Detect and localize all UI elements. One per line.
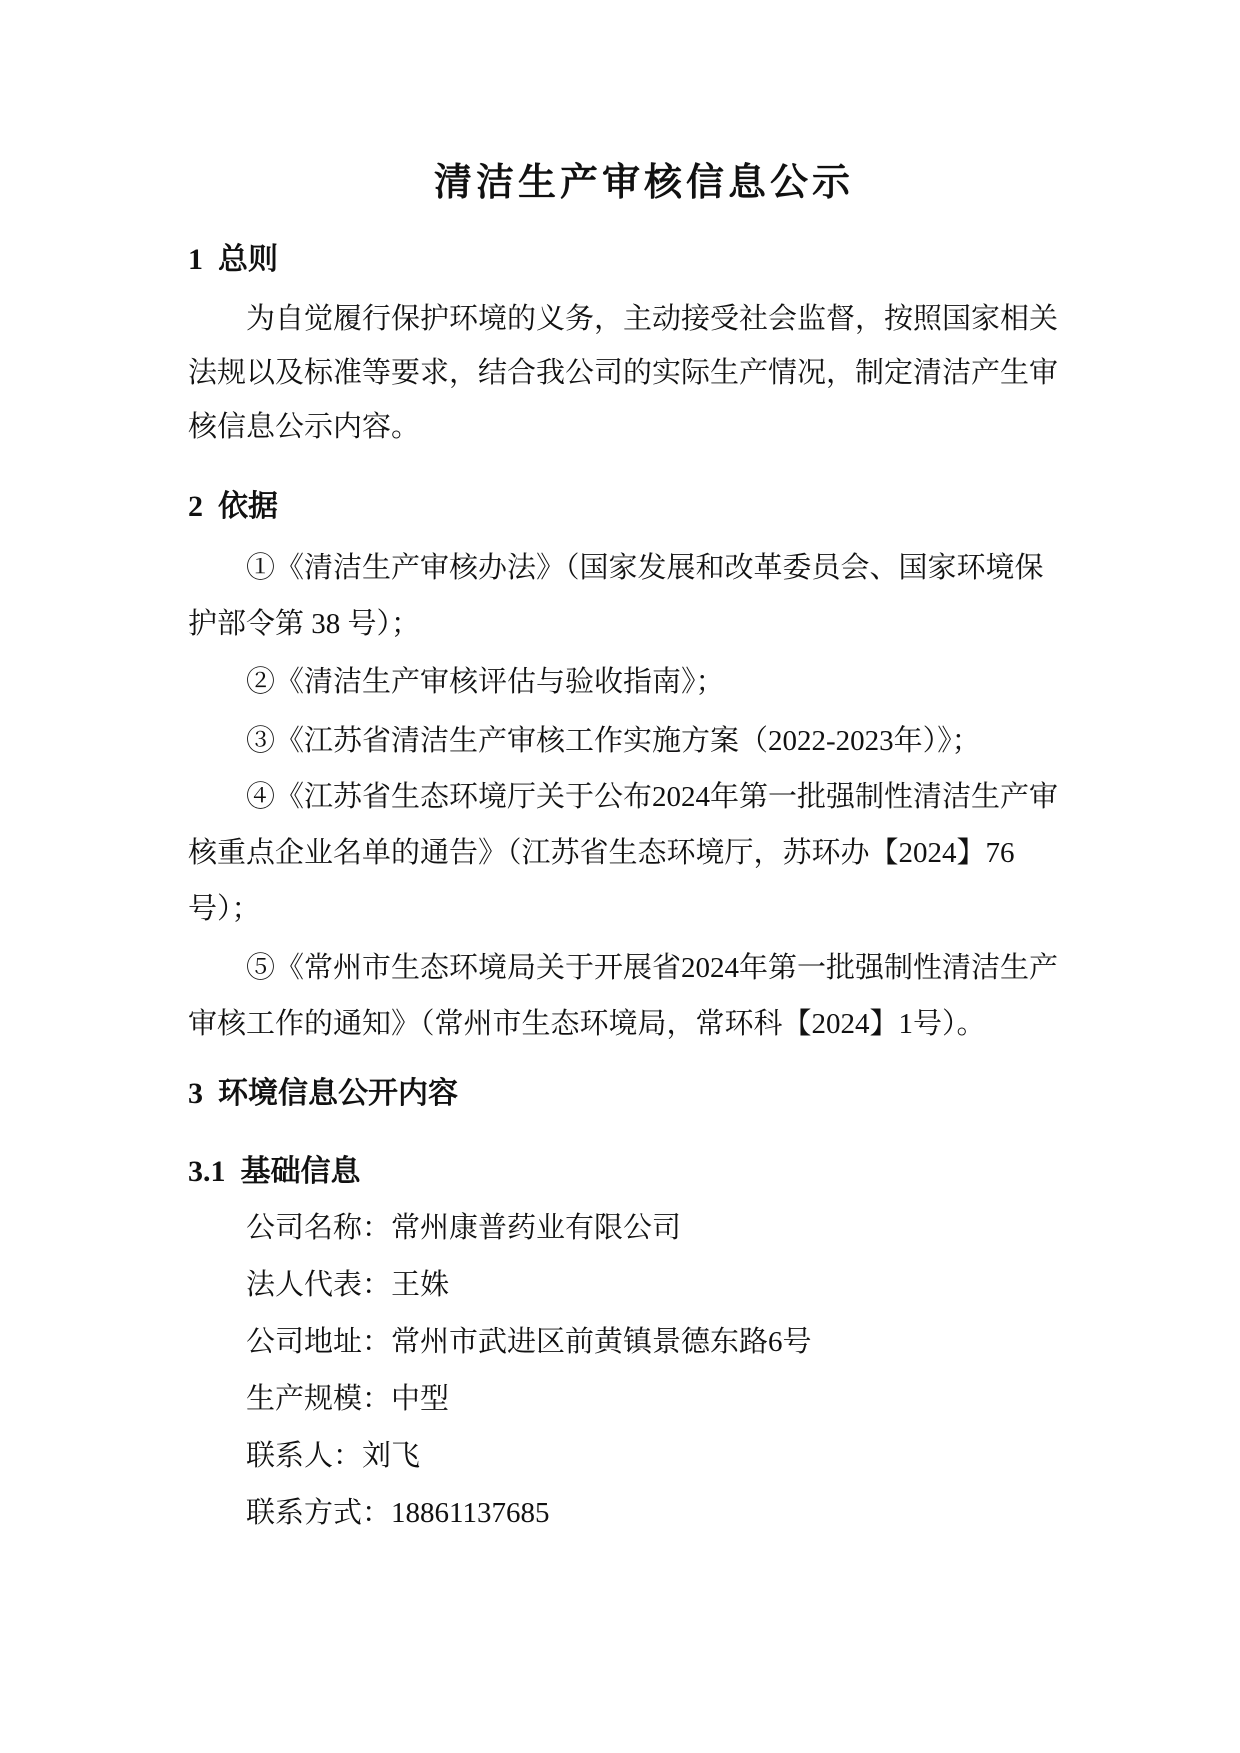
section-1-heading: 1 总则 xyxy=(188,243,278,276)
paragraph-line: ③《江苏省清洁生产审核工作实施方案（2022-2023年）》； xyxy=(246,725,981,757)
info-field-value: 常州市武进区前黄镇景德东路6号 xyxy=(391,1326,812,1358)
section-3-1-heading: 3.1 基础信息 xyxy=(188,1155,361,1188)
section-1-paragraph xyxy=(188,292,1060,454)
info-field-label: 联系人： xyxy=(246,1440,363,1472)
info-field xyxy=(188,1371,1060,1428)
info-field xyxy=(188,1428,1060,1485)
paragraph-line: 审核工作的通知》（常州市生态环境局，常环科【2024】1号）。 xyxy=(188,1008,986,1040)
section-2-item-2 xyxy=(188,654,1060,710)
info-field-label: 公司地址： xyxy=(246,1326,392,1358)
document-title: 清洁生产审核信息公示 xyxy=(433,162,854,204)
info-field-value: 刘飞 xyxy=(362,1440,421,1472)
paragraph-line: 为自觉履行保护环境的义务，主动接受社会监督，按照国家相关 xyxy=(246,303,1059,335)
info-field-value: 常州康普药业有限公司 xyxy=(391,1212,682,1244)
info-field xyxy=(188,1314,1060,1371)
paragraph-line: 核信息公示内容。 xyxy=(188,411,421,443)
paragraph-line: ⑤《常州市生态环境局关于开展省2024年第一批强制性清洁生产 xyxy=(246,952,1059,984)
section-2-item-3 xyxy=(188,713,1060,769)
section-3-heading: 3 环境信息公开内容 xyxy=(188,1077,458,1110)
info-field-value: 中型 xyxy=(391,1383,450,1415)
info-field xyxy=(188,1485,1060,1542)
section-2-heading: 2 依据 xyxy=(188,490,278,523)
paragraph-line: 护部令第 38 号）； xyxy=(188,608,421,640)
basic-info-list xyxy=(188,1200,1060,1542)
info-field-value: 王姝 xyxy=(391,1269,450,1301)
info-field xyxy=(188,1200,1060,1257)
paragraph-line: 法规以及标准等要求，结合我公司的实际生产情况，制定清洁产生审 xyxy=(188,357,1059,389)
info-field-label: 公司名称： xyxy=(246,1212,392,1244)
paragraph-line: 核重点企业名单的通告》（江苏省生态环境厅，苏环办【2024】76 xyxy=(188,837,1015,869)
info-field-label: 法人代表： xyxy=(246,1269,392,1301)
section-2-item-5 xyxy=(188,940,1060,1052)
section-2-item-1 xyxy=(188,540,1060,652)
paragraph-line: ①《清洁生产审核办法》（国家发展和改革委员会、国家环境保 xyxy=(246,552,1044,584)
info-field-label: 联系方式： xyxy=(246,1497,392,1529)
info-field-label: 生产规模： xyxy=(246,1383,392,1415)
paragraph-line: ②《清洁生产审核评估与验收指南》； xyxy=(246,666,725,698)
section-2-item-4 xyxy=(188,769,1060,937)
info-field-value: 18861137685 xyxy=(391,1497,550,1529)
paragraph-line: ④《江苏省生态环境厅关于公布2024年第一批强制性清洁生产审 xyxy=(246,781,1059,813)
paragraph-line: 号）； xyxy=(188,893,261,925)
info-field xyxy=(188,1257,1060,1314)
